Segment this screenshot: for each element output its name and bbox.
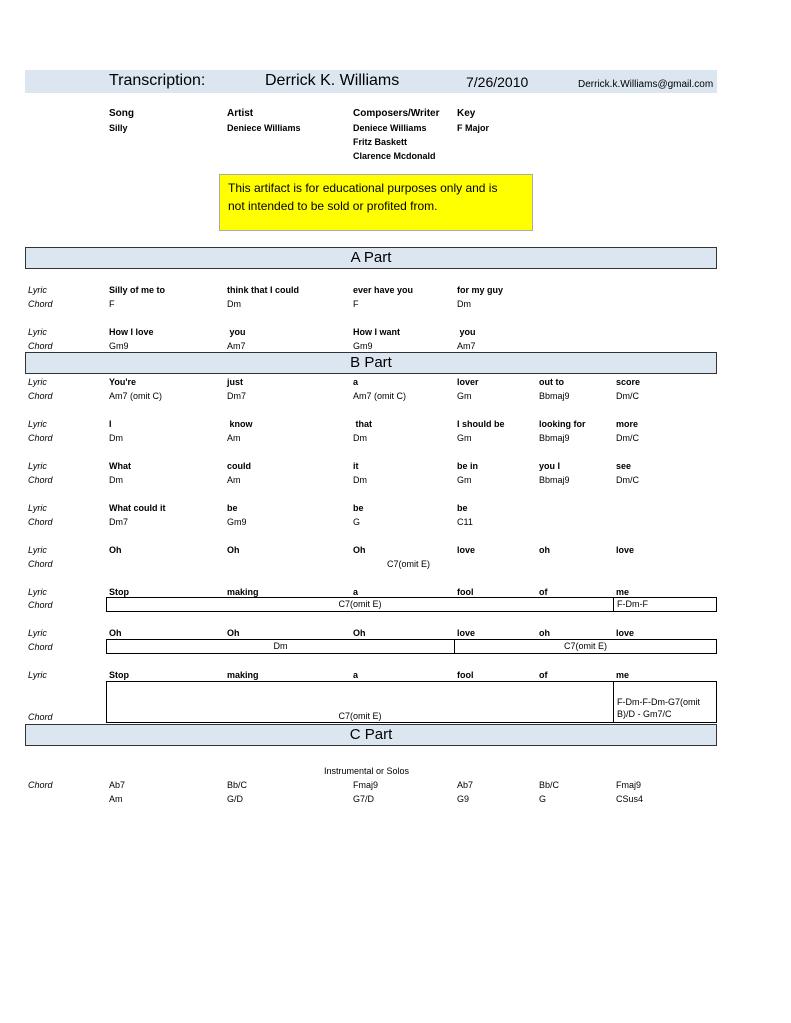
lyric-cell: a bbox=[353, 377, 359, 387]
chord-cell: Dm/C bbox=[616, 475, 639, 485]
chord-box-right: C7(omit E) bbox=[454, 639, 717, 654]
lyric-cell: be bbox=[353, 503, 364, 513]
lyric-cell: love bbox=[616, 545, 635, 555]
section-b-header: B Part bbox=[25, 352, 717, 374]
composers-label: Composers/Writer bbox=[353, 108, 440, 119]
lyric-cell: You're bbox=[109, 377, 136, 387]
chord-box: C7(omit E) bbox=[106, 597, 614, 612]
chord-cell: CSus4 bbox=[616, 794, 644, 804]
lyric-cell: out to bbox=[539, 377, 564, 387]
lyric-cell: Silly of me to bbox=[109, 285, 166, 295]
lyric-label: Lyric bbox=[28, 327, 47, 337]
chord-box-end bbox=[613, 681, 717, 723]
lyric-cell: oh bbox=[539, 628, 550, 638]
chord-label: Chord bbox=[28, 600, 53, 610]
chord-cell: G bbox=[539, 794, 547, 804]
chord-cell: Am bbox=[227, 475, 241, 485]
lyric-cell: of bbox=[539, 587, 548, 597]
chord-cell: Am7 bbox=[457, 341, 476, 351]
chord-cell: Dm7 bbox=[227, 391, 247, 401]
chord-cell: Bbmaj9 bbox=[539, 433, 570, 443]
lyric-cell: Oh bbox=[353, 628, 366, 638]
chord-cell: Dm bbox=[227, 299, 241, 309]
composer-3: Clarence Mcdonald bbox=[353, 151, 436, 161]
lyric-cell: I should be bbox=[457, 419, 505, 429]
lyric-cell: Oh bbox=[227, 545, 240, 555]
chord-span: C7(omit E) bbox=[387, 559, 431, 569]
composer-1: Deniece Williams bbox=[353, 123, 427, 133]
chord-cell: Gm bbox=[457, 433, 472, 443]
artist-value: Deniece Williams bbox=[227, 123, 301, 133]
lyric-label: Lyric bbox=[28, 503, 47, 513]
lyric-label: Lyric bbox=[28, 545, 47, 555]
chord-cell: Bb/C bbox=[539, 780, 560, 790]
lyric-cell: a bbox=[353, 587, 359, 597]
email: Derrick.k.Williams@gmail.com bbox=[578, 79, 714, 90]
chord-cell: Dm bbox=[353, 433, 367, 443]
chord-label: Chord bbox=[28, 559, 53, 569]
composer-2: Fritz Baskett bbox=[353, 137, 408, 147]
lyric-cell: Oh bbox=[109, 628, 122, 638]
chord-cell: F bbox=[353, 299, 359, 309]
chord-cell: Fmaj9 bbox=[353, 780, 379, 790]
educational-notice bbox=[219, 174, 533, 231]
lyric-label: Lyric bbox=[28, 461, 47, 471]
lyric-label: Lyric bbox=[28, 377, 47, 387]
transcriber-name: Derrick K. Williams bbox=[265, 72, 400, 89]
chord-cell: Dm bbox=[457, 299, 471, 309]
chord-box-end: F-Dm-F bbox=[613, 597, 717, 612]
section-a-header: A Part bbox=[25, 247, 717, 269]
chord-cell: Gm9 bbox=[109, 341, 129, 351]
lyric-cell: Stop bbox=[109, 670, 129, 680]
lyric-cell: me bbox=[616, 670, 630, 680]
chord-cell: Gm9 bbox=[353, 341, 373, 351]
song-value: Silly bbox=[109, 123, 128, 133]
notice-line-1: This artifact is for educational purposes only and is bbox=[228, 181, 498, 195]
lyric-cell: just bbox=[227, 377, 244, 387]
lyric-cell: think that I could bbox=[227, 285, 299, 295]
transcription-date: 7/26/2010 bbox=[466, 74, 529, 90]
chord-label: Chord bbox=[28, 299, 53, 309]
lyric-cell: Stop bbox=[109, 587, 129, 597]
chord-cell: Bbmaj9 bbox=[539, 391, 570, 401]
lyric-cell: looking for bbox=[539, 419, 586, 429]
lyric-cell: be in bbox=[457, 461, 479, 471]
instrumental-note: Instrumental or Solos bbox=[324, 766, 410, 776]
chord-cell: Dm7 bbox=[109, 517, 129, 527]
lyric-cell: love bbox=[616, 628, 635, 638]
chord-cell: Gm bbox=[457, 391, 472, 401]
lyric-cell: for my guy bbox=[457, 285, 504, 295]
lyric-cell: that bbox=[353, 419, 372, 429]
lyric-cell: I bbox=[109, 419, 112, 429]
chord-label: Chord bbox=[28, 517, 53, 527]
lyric-cell: of bbox=[539, 670, 548, 680]
lyric-label: Lyric bbox=[28, 587, 47, 597]
notice-line-2: not intended to be sold or profited from. bbox=[228, 199, 438, 213]
section-c-header: C Part bbox=[25, 724, 717, 746]
key-label: Key bbox=[457, 108, 476, 119]
chord-cell: G bbox=[353, 517, 361, 527]
chord-cell: Dm bbox=[109, 475, 123, 485]
chord-label: Chord bbox=[28, 712, 53, 722]
key-value: F Major bbox=[457, 123, 490, 133]
lyric-label: Lyric bbox=[28, 419, 47, 429]
lyric-label: Lyric bbox=[28, 628, 47, 638]
chord-cell: Dm bbox=[109, 433, 123, 443]
chord-box-end-line-1: F-Dm-F-Dm-G7(omit bbox=[617, 697, 700, 707]
lyric-cell: you bbox=[457, 327, 476, 337]
song-label: Song bbox=[109, 108, 134, 119]
chord-cell: Dm bbox=[353, 475, 367, 485]
chord-cell: Ab7 bbox=[457, 780, 474, 790]
lyric-cell: score bbox=[616, 377, 641, 387]
chord-box-end-line-2: B)/D - Gm7/C bbox=[617, 709, 672, 719]
chord-cell: Am7 bbox=[227, 341, 246, 351]
transcription-label: Transcription: bbox=[109, 72, 206, 89]
lyric-label: Lyric bbox=[28, 285, 47, 295]
chord-cell: G7/D bbox=[353, 794, 375, 804]
lyric-cell: know bbox=[227, 419, 253, 429]
chord-box bbox=[106, 681, 614, 723]
chord-cell: Am bbox=[227, 433, 241, 443]
lyric-cell: fool bbox=[457, 587, 474, 597]
lyric-cell: lover bbox=[457, 377, 479, 387]
chord-cell: Bbmaj9 bbox=[539, 475, 570, 485]
chord-cell: Fmaj9 bbox=[616, 780, 642, 790]
chord-cell: Am bbox=[109, 794, 123, 804]
chord-cell: Dm/C bbox=[616, 391, 639, 401]
chord-box-left: Dm bbox=[106, 639, 455, 654]
lyric-cell: Oh bbox=[109, 545, 122, 555]
lyric-cell: Oh bbox=[227, 628, 240, 638]
lyric-cell: oh bbox=[539, 545, 550, 555]
lyric-cell: could bbox=[227, 461, 251, 471]
chord-label: Chord bbox=[28, 475, 53, 485]
chord-label: Chord bbox=[28, 391, 53, 401]
lyric-cell: What bbox=[109, 461, 131, 471]
chord-box-text: C7(omit E) bbox=[338, 711, 382, 721]
lyric-cell: What could it bbox=[109, 503, 166, 513]
lyric-cell: me bbox=[616, 587, 630, 597]
chord-label: Chord bbox=[28, 341, 53, 351]
chord-cell: Am7 (omit C) bbox=[109, 391, 163, 401]
lyric-cell: love bbox=[457, 628, 476, 638]
lyric-cell: a bbox=[353, 670, 359, 680]
chord-cell: G9 bbox=[457, 794, 470, 804]
lyric-cell: making bbox=[227, 587, 259, 597]
chord-label: Chord bbox=[28, 433, 53, 443]
chord-label: Chord bbox=[28, 780, 53, 790]
chord-cell: Am7 (omit C) bbox=[353, 391, 407, 401]
chord-label: Chord bbox=[28, 642, 53, 652]
chord-cell: C11 bbox=[457, 517, 473, 527]
lyric-cell: be bbox=[227, 503, 238, 513]
lyric-cell: you I bbox=[539, 461, 561, 471]
lyric-cell: fool bbox=[457, 670, 474, 680]
chord-cell: Dm/C bbox=[616, 433, 639, 443]
lyric-cell: ever have you bbox=[353, 285, 414, 295]
artist-label: Artist bbox=[227, 108, 254, 119]
lyric-label: Lyric bbox=[28, 670, 47, 680]
chord-cell: Gm bbox=[457, 475, 472, 485]
chord-cell: Ab7 bbox=[109, 780, 126, 790]
lyric-cell: see bbox=[616, 461, 632, 471]
lyric-cell: How I love bbox=[109, 327, 154, 337]
lyric-cell: Oh bbox=[353, 545, 366, 555]
lyric-cell: more bbox=[616, 419, 639, 429]
chord-cell: Gm9 bbox=[227, 517, 247, 527]
lyric-cell: it bbox=[353, 461, 359, 471]
chord-cell: F bbox=[109, 299, 115, 309]
lyric-cell: making bbox=[227, 670, 259, 680]
lyric-cell: be bbox=[457, 503, 468, 513]
lyric-cell: you bbox=[227, 327, 246, 337]
lyric-cell: How I want bbox=[353, 327, 400, 337]
lyric-cell: love bbox=[457, 545, 476, 555]
chord-cell: Bb/C bbox=[227, 780, 248, 790]
chord-cell: G/D bbox=[227, 794, 244, 804]
